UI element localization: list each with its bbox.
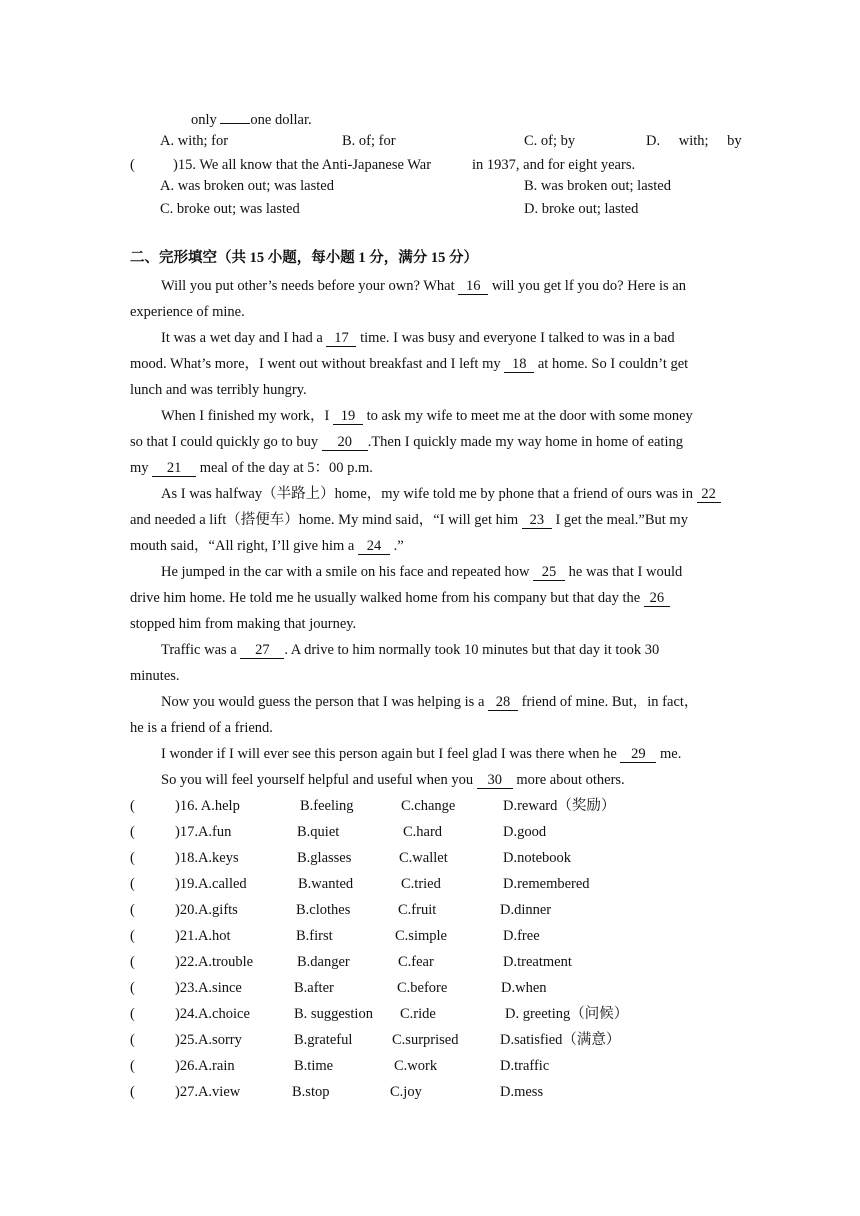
question-16-option-d: D.reward（奖励）: [503, 798, 616, 814]
answer-paren: (: [130, 824, 135, 840]
passage-text: Will you put other’s needs before your own? What: [161, 278, 455, 294]
passage-text: It was a wet day and I had a: [161, 330, 323, 346]
q14-continuation: [191, 110, 312, 129]
question-27-option-a: )27.A.view: [175, 1084, 241, 1100]
passage-text: and needed a lift（搭便车）home. My mind said，“I will get him: [130, 512, 519, 528]
passage-text: mood. What’s more，I went out without breakfast and I left my: [130, 356, 501, 372]
answer-paren: (: [130, 850, 135, 866]
passage-line: stopped him from making that journey.: [130, 616, 357, 632]
passage-text: will you get lf you do? Here is an: [491, 278, 686, 294]
question-24-option-a: )24.A.choice: [175, 1006, 250, 1022]
question-26-option-d: D.traffic: [500, 1058, 550, 1074]
q14-text-before: only: [191, 112, 221, 128]
passage-line: [130, 355, 688, 373]
passage-text: my: [130, 460, 149, 476]
passage-text: I get the meal.”But my: [555, 512, 688, 528]
answer-paren: (: [130, 1084, 135, 1100]
question-25-option-a: )25.A.sorry: [175, 1032, 242, 1048]
question-21-option-b: B.first: [296, 928, 333, 944]
question-17-option-a: )17.A.fun: [175, 824, 232, 840]
passage-text: When I finished my work，I: [161, 408, 330, 424]
blank-28: 28: [488, 695, 518, 711]
q15-option-b: B. was broken out; lasted: [524, 178, 671, 194]
passage-text: to ask my wife to meet me at the door with some money: [366, 408, 693, 424]
passage-line: he is a friend of a friend.: [130, 720, 273, 736]
question-18-option-d: D.notebook: [503, 850, 572, 866]
answer-paren: (: [130, 954, 135, 970]
question-16-option-c: C.change: [401, 798, 456, 814]
passage-text: meal of the day at 5：00 p.m.: [199, 460, 373, 476]
passage-text: more about others.: [516, 772, 625, 788]
passage-line: experience of mine.: [130, 304, 245, 320]
q15-option-c: C. broke out; was lasted: [160, 201, 300, 217]
answer-paren: (: [130, 1032, 135, 1048]
question-25-option-c: C.surprised: [392, 1032, 459, 1048]
blank-27: 27: [240, 643, 284, 659]
q14-option-b: B. of; for: [342, 133, 396, 149]
question-25-option-d: D.satisfied（满意）: [500, 1032, 621, 1048]
question-19-option-a: )19.A.called: [175, 876, 247, 892]
q14-blank: [220, 110, 250, 124]
question-22-option-a: )22.A.trouble: [175, 954, 254, 970]
question-21-option-c: C.simple: [395, 928, 447, 944]
blank-30: 30: [477, 773, 513, 789]
answer-paren: (: [130, 928, 135, 944]
passage-text: friend of mine. But，in fact，: [521, 694, 699, 710]
question-26-option-b: B.time: [294, 1058, 334, 1074]
passage-line: [161, 407, 693, 425]
passage-text: Traffic was a: [161, 642, 237, 658]
passage-text: As I was halfway（半路上）home，my wife told me by phone that a friend of ours was in: [161, 486, 693, 502]
question-18-option-c: C.wallet: [399, 850, 448, 866]
passage-text: drive him home. He told me he usually walked home from his company but that day the: [130, 590, 641, 606]
question-17-option-b: B.quiet: [297, 824, 340, 840]
answer-paren: (: [130, 1006, 135, 1022]
question-17-option-d: D.good: [503, 824, 547, 840]
passage-text: I wonder if I will ever see this person again but I feel glad I was there when he: [161, 746, 617, 762]
section-heading: 二、完形填空（共 15 小题，每小题 1 分，满分 15 分）: [130, 250, 478, 266]
question-16-option-b: B.feeling: [300, 798, 354, 814]
question-20-option-c: C.fruit: [398, 902, 437, 918]
passage-text: .”: [393, 538, 404, 554]
blank-29: 29: [620, 747, 656, 763]
passage-line: [130, 459, 373, 477]
question-16-option-a: )16. A.help: [175, 798, 240, 814]
passage-text: at home. So I couldn’t get: [537, 356, 689, 372]
question-22-option-c: C.fear: [398, 954, 434, 970]
question-18-option-b: B.glasses: [297, 850, 352, 866]
question-20-option-a: )20.A.gifts: [175, 902, 238, 918]
passage-text: So you will feel yourself helpful and useful when you: [161, 772, 474, 788]
q15-paren: (: [130, 157, 135, 173]
blank-24: 24: [358, 539, 390, 555]
passage-text: He jumped in the car with a smile on his face and repeated how: [161, 564, 530, 580]
passage-line: minutes.: [130, 668, 180, 684]
question-19-option-b: B.wanted: [298, 876, 354, 892]
blank-17: 17: [326, 331, 356, 347]
question-19-option-d: D.remembered: [503, 876, 590, 892]
passage-line: [161, 693, 698, 711]
question-19-option-c: C.tried: [401, 876, 441, 892]
question-21-option-a: )21.A.hot: [175, 928, 231, 944]
question-21-option-d: D.free: [503, 928, 540, 944]
blank-22: 22: [697, 487, 721, 503]
passage-line: lunch and was terribly hungry.: [130, 382, 307, 398]
question-23-option-d: D.when: [501, 980, 547, 996]
question-24-option-c: C.ride: [400, 1006, 436, 1022]
passage-line: [130, 537, 404, 555]
answer-paren: (: [130, 798, 135, 814]
passage-line: [161, 563, 682, 581]
question-20-option-d: D.dinner: [500, 902, 552, 918]
blank-16: 16: [458, 279, 488, 295]
passage-text: mouth said，“All right, I’ll give him a: [130, 538, 355, 554]
passage-text: .Then I quickly made my way home in home of eating: [367, 434, 683, 450]
blank-25: 25: [533, 565, 565, 581]
blank-26: 26: [644, 591, 670, 607]
question-23-option-b: B.after: [294, 980, 334, 996]
q15-option-a: A. was broken out; was lasted: [160, 178, 334, 194]
q14-text-after: one dollar.: [250, 112, 312, 128]
question-26-option-c: C.work: [394, 1058, 438, 1074]
passage-text: so that I could quickly go to buy: [130, 434, 319, 450]
answer-paren: (: [130, 980, 135, 996]
question-20-option-b: B.clothes: [296, 902, 351, 918]
question-23-option-c: C.before: [397, 980, 448, 996]
passage-line: [130, 511, 688, 529]
q15-stem-end: in 1937, and for eight years.: [472, 157, 636, 173]
question-27-option-b: B.stop: [292, 1084, 330, 1100]
q15-option-d: D. broke out; lasted: [524, 201, 639, 217]
passage-line: [130, 589, 670, 607]
question-25-option-b: B.grateful: [294, 1032, 353, 1048]
question-18-option-a: )18.A.keys: [175, 850, 239, 866]
passage-line: [161, 771, 625, 789]
passage-line: [161, 485, 721, 503]
question-17-option-c: C.hard: [403, 824, 443, 840]
q15-stem: )15. We all know that the Anti-Japanese War: [173, 157, 432, 173]
question-27-option-c: C.joy: [390, 1084, 422, 1100]
passage-line: [161, 641, 659, 659]
question-24-option-b: B. suggestion: [294, 1006, 373, 1022]
question-22-option-d: D.treatment: [503, 954, 572, 970]
question-24-option-d: D. greeting（问候）: [505, 1006, 629, 1022]
passage-line: [130, 433, 683, 451]
passage-text: . A drive to him normally took 10 minutes but that day it took 30: [284, 642, 660, 658]
passage-text: Now you would guess the person that I was helping is a: [161, 694, 485, 710]
q14-option-c: C. of; by: [524, 133, 576, 149]
blank-20: 20: [322, 435, 368, 451]
answer-paren: (: [130, 876, 135, 892]
blank-19: 19: [333, 409, 363, 425]
answer-paren: (: [130, 902, 135, 918]
passage-text: he was that I would: [568, 564, 683, 580]
blank-21: 21: [152, 461, 196, 477]
passage-text: time. I was busy and everyone I talked to was in a bad: [360, 330, 675, 346]
question-26-option-a: )26.A.rain: [175, 1058, 235, 1074]
passage-line: [161, 277, 686, 295]
blank-18: 18: [504, 357, 534, 373]
q14-option-d: D. with; by: [646, 133, 742, 149]
passage-line: [161, 745, 681, 763]
q14-option-a: A. with; for: [160, 133, 229, 149]
question-27-option-d: D.mess: [500, 1084, 544, 1100]
passage-line: [161, 329, 675, 347]
passage-text: me.: [660, 746, 682, 762]
answer-paren: (: [130, 1058, 135, 1074]
question-23-option-a: )23.A.since: [175, 980, 242, 996]
question-22-option-b: B.danger: [297, 954, 350, 970]
blank-23: 23: [522, 513, 552, 529]
